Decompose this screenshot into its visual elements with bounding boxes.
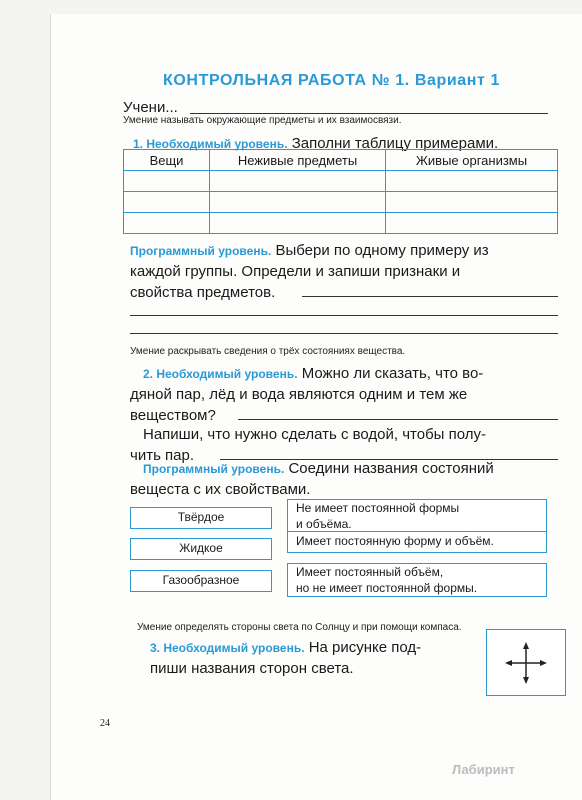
- table-header-cell: Вещи: [124, 150, 210, 171]
- task3-level: 3. Необходимый уровень.: [150, 641, 305, 655]
- program-level-label: Программный уровень.: [130, 244, 272, 258]
- table-cell[interactable]: [386, 171, 558, 192]
- property-text: Имеет постоянный объём,: [296, 565, 444, 579]
- property-text: Не имеет постоянной формы: [296, 501, 460, 515]
- task2-q2-line1: Напиши, что нужно сделать с водой, чтобы полу-: [143, 426, 487, 443]
- state-box-gas[interactable]: Газообразное: [130, 570, 272, 592]
- task1-program-line1: [130, 240, 489, 262]
- table-header-cell: Неживые предметы: [210, 150, 386, 171]
- table-row: [124, 192, 558, 213]
- task1-prompt: Заполни таблицу примерами.: [291, 135, 499, 152]
- task2-q2-line2: чить пар.: [130, 447, 195, 464]
- table-header-row: [124, 150, 558, 171]
- answer-line[interactable]: [302, 296, 558, 297]
- student-label: Учени...: [123, 99, 178, 116]
- skill-caption-1: Умение называть окружающие предметы и их взаимосвязи.: [123, 115, 402, 126]
- examples-table: [123, 149, 558, 234]
- task2-line3: веществом?: [130, 407, 216, 424]
- task2-line2: дяной пар, лёд и вода являются одним и тем же: [130, 386, 468, 403]
- table-row: [124, 213, 558, 234]
- task2-program-line1: [143, 458, 494, 480]
- task3-line2: пиши названия сторон света.: [150, 660, 354, 677]
- task3-question: На рисунке под-: [308, 639, 422, 656]
- watermark: Лабиринт: [452, 762, 515, 777]
- property-box-2[interactable]: [287, 531, 547, 553]
- state-box-liquid[interactable]: Жидкое: [130, 538, 272, 560]
- answer-line[interactable]: [130, 333, 558, 334]
- table-cell[interactable]: [386, 192, 558, 213]
- task1-level: 1. Необходимый уровень.: [133, 137, 288, 151]
- student-name-line[interactable]: [190, 113, 548, 114]
- table-cell[interactable]: [124, 192, 210, 213]
- answer-line[interactable]: [238, 419, 558, 420]
- task2-level: 2. Необходимый уровень.: [143, 367, 298, 381]
- answer-line[interactable]: [130, 315, 558, 316]
- table-cell[interactable]: [210, 213, 386, 234]
- page-title: КОНТРОЛЬНАЯ РАБОТА № 1. Вариант 1: [163, 72, 501, 89]
- property-box-1[interactable]: [287, 499, 547, 533]
- task2-program-line2: вещеста с их свойствами.: [130, 481, 311, 498]
- state-box-solid[interactable]: Твёрдое: [130, 507, 272, 529]
- compass-drawing-box[interactable]: [486, 629, 566, 696]
- property-text: и объёма.: [296, 517, 352, 531]
- compass-arrows-icon: [487, 630, 565, 695]
- task3-line1: [150, 637, 421, 659]
- property-box-3[interactable]: [287, 563, 547, 597]
- table-cell[interactable]: [124, 171, 210, 192]
- skill-caption-3: Умение определять стороны света по Солнцу и при помощи компаса.: [137, 622, 462, 633]
- skill-caption-2: Умение раскрывать сведения о трёх состояниях вещества.: [130, 346, 406, 357]
- task2-question: Можно ли сказать, что во-: [301, 365, 484, 382]
- table-cell[interactable]: [210, 192, 386, 213]
- table-cell[interactable]: [210, 171, 386, 192]
- program-text: Выбери по одному примеру из: [275, 242, 489, 259]
- program-level-label: Программный уровень.: [143, 462, 285, 476]
- table-header-cell: Живые организмы: [386, 150, 558, 171]
- page-number: 24: [100, 718, 110, 729]
- task2-line1: [143, 363, 483, 385]
- table-cell[interactable]: [124, 213, 210, 234]
- property-text: но не имеет постоянной формы.: [296, 581, 478, 595]
- table-cell[interactable]: [386, 213, 558, 234]
- property-text: Имеет постоянную форму и объём.: [296, 534, 494, 548]
- task1-program-line3: свойства предметов.: [130, 284, 276, 301]
- table-row: [124, 171, 558, 192]
- task1-program-line2: каждой группы. Определи и запиши признаки и: [130, 263, 461, 280]
- program-text: Соедини названия состояний: [288, 460, 494, 477]
